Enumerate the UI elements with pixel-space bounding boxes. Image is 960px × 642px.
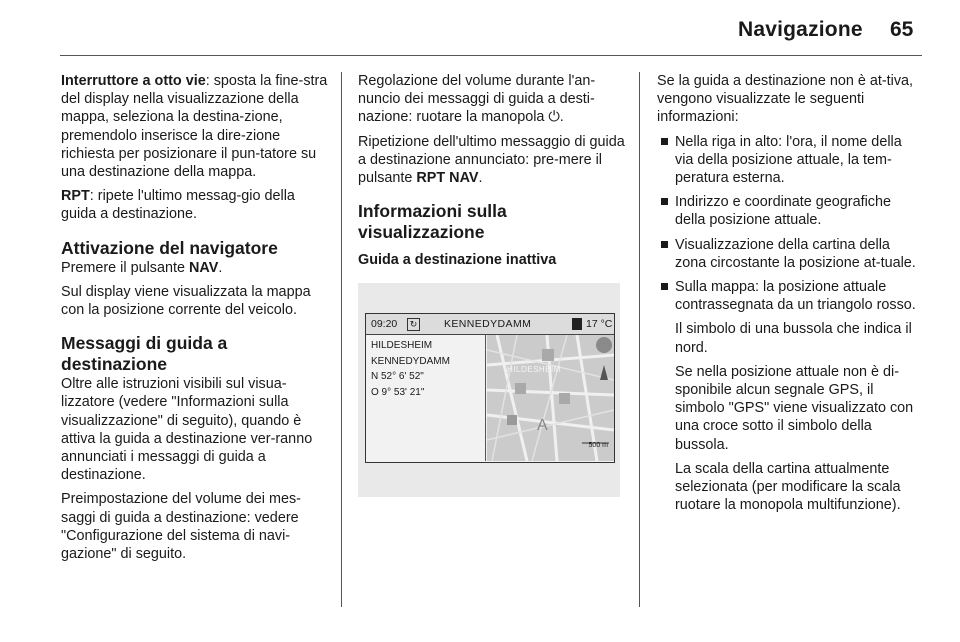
text: .: [218, 259, 223, 276]
column-divider-2: [639, 72, 640, 607]
column-3: [657, 72, 923, 520]
text-gps: Se nella posizione attuale non è di-sponibile alcun segnale GPS, il simbolo "GPS" viene visualizzato con una croce sotto il simbolo della bussola.: [675, 363, 914, 453]
paragraph-info-intro: Se la guida a destinazione non è at-tiva, vengono visualizzate le seguenti informazioni:: [657, 73, 914, 126]
map-scale-label: 500 m: [588, 442, 608, 450]
poi-icon: [507, 415, 517, 425]
screen-top-bar: [366, 314, 614, 335]
bullet-icon: [661, 241, 668, 248]
page-number: 65: [890, 18, 914, 41]
position-triangle-label: A: [537, 417, 548, 435]
bullet-icon: [661, 198, 668, 205]
clock-time: 09:20: [371, 318, 398, 331]
refresh-icon: ↻: [407, 318, 420, 331]
text: .: [478, 170, 483, 187]
paragraph-repeat: [358, 133, 630, 188]
bullet-icon: [661, 283, 668, 290]
parking-icon: [515, 383, 526, 394]
heading-line-1: Messaggi di guida a: [61, 333, 228, 354]
text-scale: La scala della cartina attualmente selezionata (per modificare la scala ruotare la monopola multifunzione).: [675, 460, 901, 514]
term-rpt: RPT: [61, 188, 90, 205]
term-eight-way-switch: Interruttore a otto vie: [61, 73, 206, 89]
map-city-label: HILDESHEIM: [507, 365, 561, 375]
paragraph-map-display: Sul display viene visualizzata la mappa con la posizione corrente del veicolo.: [61, 283, 311, 319]
paragraph-eight-way-switch: [61, 72, 331, 181]
list-item: [657, 133, 923, 188]
longitude: O 9° 53' 21": [371, 386, 425, 398]
text: Indirizzo e coordinate geografiche della posizione attuale.: [675, 194, 891, 229]
column-1: [61, 72, 331, 569]
text: Nella riga in alto: l'ora, il nome della via della posizione attuale, la tem-peratura esterna.: [675, 133, 902, 187]
header-divider: [60, 55, 922, 56]
paragraph-volume-preset: Preimpostazione del volume dei mes-saggi di guida a destinazione: vedere "Configurazione del sistema di navi-gazione" di seguito.: [61, 491, 301, 563]
text: : sposta la fine-stra del display nella visualizzazione della mappa, seleziona la destina-zione, premendolo inserisce la dire-zione richiesta per posizionare il pun-tatore su una destinazione della mappa.: [61, 73, 328, 181]
info-list: [657, 133, 923, 515]
heading-messaggi: [61, 333, 331, 375]
location-info: [366, 335, 486, 461]
column-2: [358, 72, 630, 497]
text: Regolazione del volume durante l'an-nuncio dei messaggi di guida a desti-nazione: ruotare la manopola: [358, 73, 596, 126]
outside-temperature: 17 °C: [586, 318, 613, 331]
text: .: [559, 109, 564, 126]
current-street: KENNEDYDAMM: [444, 318, 532, 331]
text: : ripete l'ultimo messag-gio della guida a destinazione.: [61, 188, 295, 223]
parking-icon: [559, 393, 570, 404]
bullet-icon: [661, 138, 668, 145]
text: Visualizzazione della cartina della zona circostante la posizione at-tuale.: [675, 236, 916, 271]
list-item: [657, 278, 923, 514]
heading-attivazione: Attivazione del navigatore: [61, 237, 278, 258]
paragraph-rpt: [61, 187, 331, 223]
compass-icon: [596, 337, 612, 353]
column-divider-1: [341, 72, 342, 607]
text: Premere il pulsante: [61, 259, 189, 276]
city-name: HILDESHEIM: [371, 340, 433, 352]
power-knob-icon: ⏻: [548, 109, 560, 126]
heading-line-1: Informazioni sulla: [358, 201, 507, 222]
term-rpt-nav: RPT NAV: [416, 170, 479, 187]
text-compass: Il simbolo di una bussola che indica il nord.: [675, 321, 912, 356]
navigation-screen-figure: [358, 283, 620, 497]
subheading-guida-inattiva: Guida a destinazione inattiva: [358, 252, 557, 269]
text: Ripetizione dell'ultimo messaggio di guida a destinazione annunciato: pre-mere il pulsante: [358, 133, 625, 187]
paragraph-volume-adjust: [358, 72, 630, 127]
heading-informazioni: [358, 201, 630, 243]
text: Sulla mappa: la posizione attuale contrassegnata da un triangolo rosso.: [675, 279, 916, 314]
list-item: [657, 236, 923, 272]
display-screen: [365, 313, 615, 463]
paragraph-messages: Oltre alle istruzioni visibili sul visua-lizzatore (vedere "Informazioni sulla visualizzazione" di seguito), quando è attiva la guida a destinazione ver-ranno annunciati i messaggi di guida a destinazione.: [61, 376, 313, 484]
map-view: [487, 335, 614, 461]
parking-icon: [542, 349, 554, 361]
street-name: KENNEDYDAMM: [371, 355, 450, 367]
latitude: N 52° 6' 52": [371, 371, 424, 383]
term-nav: NAV: [188, 259, 219, 276]
list-item: [657, 193, 923, 229]
thermometer-icon: [572, 318, 582, 330]
heading-line-2: destinazione: [61, 354, 167, 375]
section-title: Navigazione: [738, 18, 863, 41]
paragraph-press-nav: [61, 259, 331, 277]
heading-line-2: visualizzazione: [358, 222, 485, 243]
